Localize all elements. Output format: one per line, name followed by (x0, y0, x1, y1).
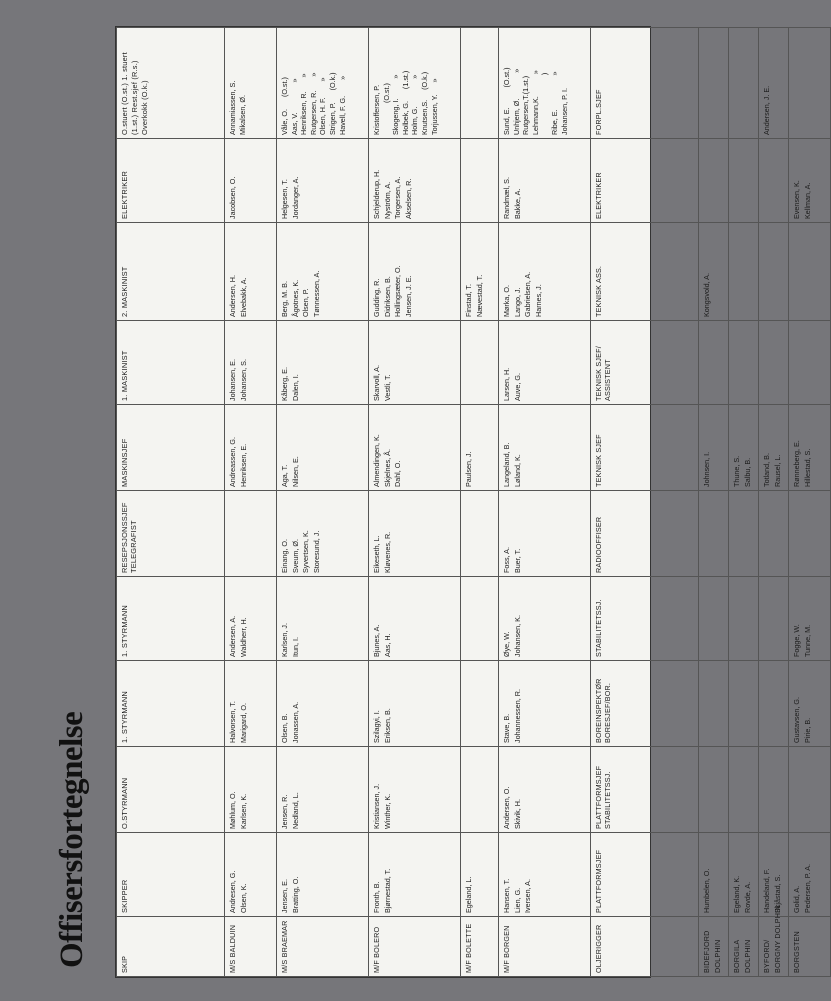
cell-line: Henriksen, E. (238, 443, 248, 487)
table-cell (461, 661, 499, 747)
cell-line: Hillestad, S. (802, 448, 812, 487)
table-cell (369, 28, 461, 139)
cell-line: Egeland, K. (732, 875, 741, 913)
header-cell: BOREINSPEKTØR BORESJEF/BOR. (591, 661, 699, 747)
table-cell (789, 661, 831, 747)
rig-header-row (591, 28, 699, 977)
cell-line: Syvertsen, K. (301, 530, 311, 573)
cell-line: Kløvenes, R. (382, 531, 392, 573)
table-cell (499, 747, 591, 833)
cell-line: Nyström, A. (382, 181, 392, 219)
cell-line: Dahl, O. (393, 460, 403, 487)
table-row (277, 28, 369, 977)
cell-line: BIDEFJORD (702, 930, 711, 973)
header-cell: ELEKTRIKER (117, 139, 225, 223)
table-cell (499, 28, 591, 139)
cell-line: Randmæl, S. (502, 177, 511, 219)
cell-line: Andersen, H. (228, 275, 237, 317)
header-cell: TEKNISK SJEF (591, 405, 699, 491)
cell-line: Sveum, Ø. (290, 539, 300, 573)
ship-name: M/S BALDUIN (225, 917, 277, 977)
table-cell (225, 139, 277, 223)
cell-line: Kristiansen, J. (372, 783, 381, 829)
officer-table (116, 27, 831, 977)
table-cell (225, 833, 277, 917)
table-row (729, 28, 759, 977)
table-cell (461, 28, 499, 139)
cell-line: Handeland, F. (762, 868, 771, 913)
cell-line: Aas, V. » (289, 78, 299, 135)
header-cell: PLATTFORMSJEF STABILITETSSJ. (591, 747, 699, 833)
table-cell (789, 833, 831, 917)
header-cell: TEKNISK SJEF/ ASSISTENT (591, 321, 699, 405)
table-cell (759, 747, 789, 833)
cell-line: Marigard, O. (238, 703, 248, 743)
table-cell (225, 321, 277, 405)
table-cell (225, 223, 277, 321)
rig-name (789, 917, 831, 977)
cell-line: Jacobsen, O. (228, 176, 237, 219)
table-cell (759, 321, 789, 405)
table-cell (789, 28, 831, 139)
cell-line: Karlsen, K. (238, 793, 248, 829)
cell-line: Bjørnestad, T. (382, 868, 392, 913)
cell-line: Rutgersen,T.(1.st.) (521, 75, 531, 135)
table-row (499, 28, 591, 977)
ship-name: M/F BOLERO (369, 917, 461, 977)
cell-line: Andersen, J. E. (762, 85, 771, 135)
cell-line: Andresen, G. (228, 870, 237, 913)
table-cell (225, 747, 277, 833)
header-cell: 1. MASKINIST (117, 321, 225, 405)
rig-name (699, 917, 729, 977)
cell-line: Golid, A. (792, 885, 801, 913)
header-cell: STABILITETSSJ. (591, 577, 699, 661)
table-cell (461, 577, 499, 661)
table-cell (729, 139, 759, 223)
cell-line: Skarvoll, A. (372, 365, 381, 401)
table-cell (759, 661, 789, 747)
cell-line: Buer, T. (512, 548, 522, 573)
table-cell (699, 321, 729, 405)
table-cell (369, 577, 461, 661)
cell-line: Evensen, K. (792, 180, 801, 219)
cell-line: Skjåstad, S. (772, 874, 782, 913)
header-cell: TEKNISK ASS. (591, 223, 699, 321)
table-cell (461, 405, 499, 491)
cell-line: Henriksen, R. » (299, 73, 309, 135)
cell-line: Langeland, B. (502, 442, 511, 487)
cell-line: Larsen, H. (502, 367, 511, 401)
cell-line: Jensen, E. (280, 879, 289, 913)
cell-line: Fogge, W. (792, 624, 801, 657)
table-cell (729, 321, 759, 405)
cell-line: Holm, G. » (410, 74, 420, 135)
cell-line: Jordanger, A. (290, 176, 300, 219)
ship-name: M/F BOLETTE (461, 917, 499, 977)
cell-line: Vestli, T. (382, 374, 392, 401)
table-cell (759, 833, 789, 917)
cell-line: Kellman, A. (802, 182, 812, 219)
table-cell (369, 223, 461, 321)
table-cell (699, 491, 729, 577)
cell-line: Hollingsæter, O. (393, 265, 403, 317)
cell-line: Karlsen, J. (280, 623, 289, 657)
page-title: Offisersfortegnelse (54, 711, 90, 968)
table-cell (369, 491, 461, 577)
table-cell (277, 139, 369, 223)
table-row (759, 28, 789, 977)
table-cell (461, 833, 499, 917)
cell-line: Aas, H. (382, 633, 392, 657)
table-row (369, 28, 461, 977)
table-cell (499, 321, 591, 405)
cell-line: Mikalsen, Ø. (237, 95, 247, 135)
officer-table-card (115, 26, 812, 978)
table-cell (699, 139, 729, 223)
cell-line: Skivik, H. (512, 799, 522, 829)
cell-line: Aga, T. (280, 464, 289, 487)
cell-line: Olsen, B. (280, 713, 289, 743)
cell-line: Einang, O. (280, 539, 289, 573)
ship-name: M/S BRAEMAR (277, 917, 369, 977)
cell-line: Waldherr, H. (238, 617, 248, 657)
cell-line: Jonassen, A. (290, 701, 300, 743)
table-cell (759, 28, 789, 139)
cell-line: Mørka, O. (502, 285, 511, 317)
cell-line: Didriksen, B. (382, 276, 392, 317)
table-cell (225, 491, 277, 577)
table-cell (729, 833, 759, 917)
cell-line: Øye, W. (502, 631, 511, 657)
cell-line: Elvebakk, A. (238, 277, 248, 317)
cell-line: Schjelderup, H. (372, 169, 381, 219)
table-cell (699, 28, 729, 139)
cell-line: Bakke, A. (512, 188, 522, 219)
table-cell (729, 491, 759, 577)
cell-line: Ågotnes, K. (290, 279, 300, 317)
ship-header-row (117, 28, 225, 977)
header-cell: 1. STYRMANN (117, 577, 225, 661)
cell-line: Winther, K. (382, 793, 392, 829)
table-cell (277, 747, 369, 833)
header-cell: FORPL.SJEF (591, 28, 699, 139)
table-cell (369, 139, 461, 223)
table-cell (789, 405, 831, 491)
cell-line: Totland, B. (762, 453, 771, 487)
table-cell (369, 661, 461, 747)
table-cell (277, 661, 369, 747)
cell-line: Stave, B. (502, 713, 511, 743)
cell-line: Tunne, M. (802, 624, 812, 657)
table-cell (277, 577, 369, 661)
cell-line: DOLPHIN (742, 939, 752, 973)
cell-line: Gabrielsen, A. (523, 271, 533, 317)
cell-line: Itun, I. (290, 637, 300, 657)
table-row (225, 28, 277, 977)
header-cell: MASKINSJEF (117, 405, 225, 491)
cell-line: Hansen, T. (502, 878, 511, 913)
cell-line: Gustavsen, G. (792, 697, 801, 743)
cell-line: BORGSTEN (792, 931, 801, 973)
cell-line: Nilsen, E. (290, 456, 300, 487)
cell-line: Bjunes, A. (372, 624, 381, 657)
table-cell (729, 223, 759, 321)
cell-line: Finstad, T. (464, 283, 473, 317)
table-cell (729, 28, 759, 139)
cell-line: Ribe, E. » (549, 71, 559, 135)
cell-line: Halvorsen, T. (228, 701, 237, 743)
table-cell (729, 747, 759, 833)
header-cell: PLATTFORMSJEF (591, 833, 699, 917)
table-cell (699, 833, 729, 917)
cell-line: Kåberg, E. (280, 367, 289, 401)
table-cell (789, 491, 831, 577)
table-cell (225, 661, 277, 747)
table-cell (277, 28, 369, 139)
table-cell (225, 405, 277, 491)
cell-line: Våle, O. (O.st.) (280, 77, 289, 135)
table-cell (699, 661, 729, 747)
cell-line: Johansen, E. (228, 359, 237, 401)
table-cell (277, 833, 369, 917)
table-cell (499, 491, 591, 577)
table-cell (789, 747, 831, 833)
table-cell (369, 747, 461, 833)
cell-line: Møhlum, O. (228, 791, 237, 829)
table-cell (699, 577, 729, 661)
table-cell (729, 661, 759, 747)
cell-line: Auve, G. (512, 373, 522, 401)
cell-line: Andersen, O. (502, 786, 511, 829)
cell-line: Foss, A. (502, 547, 511, 573)
table-cell (369, 405, 461, 491)
table-cell (461, 747, 499, 833)
cell-line: Harnes, J. (533, 284, 543, 317)
cell-line: Johansen, K. (512, 615, 522, 657)
cell-line: Torgersen, A. (393, 176, 403, 219)
cell-line: Rutgersen, R. » (308, 72, 318, 135)
cell-line: Andreassen, G. (228, 437, 237, 487)
table-cell (729, 405, 759, 491)
cell-line: Olsen, H. F. » (318, 77, 328, 135)
table-cell (461, 321, 499, 405)
table-row (461, 28, 499, 977)
cell-line: Gudding, R. (372, 278, 381, 317)
cell-line: Annamiassen, S. (228, 80, 237, 135)
table-row (699, 28, 729, 977)
cell-line: Akselsen, R. (403, 178, 413, 219)
header-cell: SKIPPER (117, 833, 225, 917)
cell-line: Humbelen, O. (702, 868, 711, 913)
table-cell (225, 577, 277, 661)
cell-line: Thune, S. (732, 455, 741, 487)
cell-line: Strigen, P. (O.k.) (327, 72, 337, 135)
table-cell (225, 28, 277, 139)
cell-line: BYFORD/ (762, 939, 771, 973)
cell-line: Nedland, L. (290, 792, 300, 829)
cell-line: Salbu, B. (742, 457, 752, 487)
cell-line: Johannessen, R. (512, 689, 522, 743)
table-cell (277, 405, 369, 491)
cell-line: Skogeng, I. » (391, 74, 401, 135)
table-cell (277, 491, 369, 577)
table-cell (699, 747, 729, 833)
header-cell: 1. STYRMANN (117, 661, 225, 747)
cell-line: Rovde, A. (742, 881, 752, 913)
table-cell (759, 405, 789, 491)
cell-line: Helgesen, T. (280, 179, 289, 219)
table-cell (461, 491, 499, 577)
cell-line: (O.st.) (381, 83, 391, 135)
cell-line: Storesund, J. (311, 530, 321, 573)
table-cell (789, 577, 831, 661)
cell-line: Kongsvold, A. (702, 273, 711, 317)
rig-name (759, 905, 789, 977)
cell-line: Olsen, P. (301, 288, 311, 317)
cell-line: Tønnessen, A. (311, 270, 321, 317)
cell-line: Johansen, S. (238, 359, 248, 401)
cell-line: Berg, M. B. (280, 281, 289, 317)
cell-line: Torjussen, Y. » (429, 78, 439, 135)
cell-line: Sund, E. (O.st.) (502, 67, 511, 135)
cell-line: BORGNY DOLPHIN (772, 905, 782, 973)
table-cell (789, 223, 831, 321)
cell-line: Løland, K. (512, 454, 522, 487)
table-cell (277, 223, 369, 321)
header-cell: OLJERIGGER (591, 917, 699, 977)
cell-line: DOLPHIN (712, 939, 722, 973)
cell-line: Olsen, K. (238, 883, 248, 913)
cell-line: Kristoffersen, P. (372, 84, 381, 135)
cell-line: ) (540, 72, 550, 135)
cell-line: Eikeseth, L. (372, 535, 381, 573)
header-cell: 2. MASKINIST (117, 223, 225, 321)
cell-line: Lango, J. (512, 287, 522, 317)
table-cell (699, 223, 729, 321)
cell-line: Fronth, B. (372, 881, 381, 913)
cell-line: Rønneberg, E. (792, 440, 801, 487)
cell-line: Lehmann,K. » (530, 70, 540, 135)
cell-line: BORGILA (732, 939, 741, 973)
header-cell: O.STYRMANN (117, 747, 225, 833)
table-cell (789, 321, 831, 405)
table-cell (759, 491, 789, 577)
cell-line: Jensen, R. (280, 794, 289, 829)
table-cell (699, 405, 729, 491)
table-cell (277, 321, 369, 405)
table-cell (499, 661, 591, 747)
header-cell: RADIOOFFISER (591, 491, 699, 577)
cell-line: Holbek, G. (1.st.) (400, 70, 410, 135)
cell-line: Johansen, P. I. (559, 87, 569, 135)
cell-line: Paulsen, J. (464, 451, 473, 487)
cell-line: Pirie, B. (802, 717, 812, 743)
table-cell (499, 833, 591, 917)
table-cell (461, 139, 499, 223)
cell-line: Eriksen, B. (382, 708, 392, 743)
cell-line: Jensen, J. E. (403, 275, 413, 317)
cell-line: Knutsen,S. (O.k.) (419, 71, 429, 135)
cell-line: Johnsen, I. (702, 451, 711, 487)
cell-line: Szilagyi, I. (372, 710, 381, 743)
cell-line: Bratting, O. (290, 876, 300, 913)
cell-line: Pedersen, P. A. (802, 863, 812, 913)
header-cell: RESEPSJONSSJEF TELEGRAFIST (117, 491, 225, 577)
table-cell (789, 139, 831, 223)
table-cell (759, 223, 789, 321)
ship-name: M/F BORGEN (499, 917, 591, 977)
table-cell (369, 833, 461, 917)
cell-line: Skjelnes, Å. (382, 449, 392, 487)
header-cell: SKIP (117, 917, 225, 977)
table-cell (461, 223, 499, 321)
table-cell (499, 405, 591, 491)
cell-line: Iversen, A. (523, 879, 533, 913)
rig-name (729, 917, 759, 977)
table-cell (369, 321, 461, 405)
table-cell (759, 139, 789, 223)
cell-line: Egeland, L. (464, 876, 473, 913)
header-cell: O.stuert (O.st.) 1. stuert (1.st.) Rest.sjef (R.s.) Overkokk (O.k.) (117, 28, 225, 139)
table-cell (499, 223, 591, 321)
cell-line: Lien, G. (512, 887, 522, 913)
table-cell (729, 577, 759, 661)
cell-line: Havell, F. G. » (337, 75, 347, 135)
cell-line: Dalen, I. (290, 374, 300, 401)
header-cell: ELEKTRIKER (591, 139, 699, 223)
cell-line: Nævestad, T. (474, 274, 484, 317)
cell-line: Almendingen, K. (372, 434, 381, 487)
table-cell (759, 577, 789, 661)
cell-line: Unhjem, Ø. » (511, 68, 521, 135)
table-cell (499, 139, 591, 223)
cell-line: Rausel, L. (772, 454, 782, 487)
cell-line: Andersen, A. (228, 615, 237, 657)
table-row (789, 28, 831, 977)
table-cell (499, 577, 591, 661)
